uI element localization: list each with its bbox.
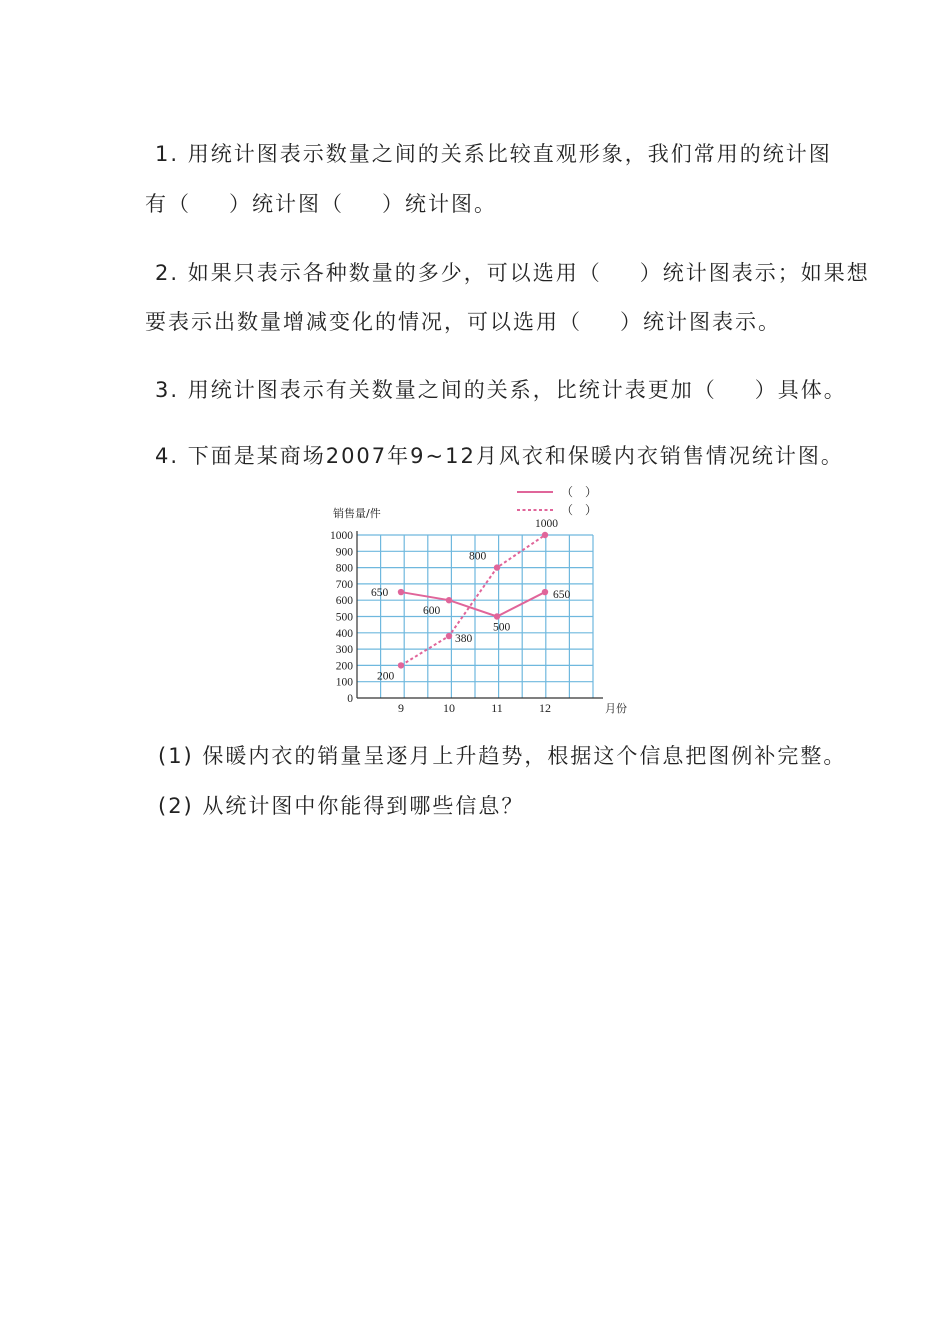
- legend-entry: （ ）: [561, 485, 598, 499]
- y-tick-label: 500: [335, 611, 353, 624]
- data-label: 650: [553, 589, 571, 602]
- data-label: 380: [455, 633, 473, 646]
- x-tick-label: 10: [443, 701, 455, 715]
- data-point: [542, 589, 548, 595]
- data-label: 1000: [535, 518, 558, 530]
- q1-line2: 有（ ）统计图（ ）统计图。: [145, 192, 497, 216]
- y-tick-label: 700: [335, 578, 353, 591]
- y-tick-label: 300: [335, 644, 353, 657]
- x-axis-label: 月份: [605, 702, 627, 715]
- q4-sub2: (2) 从统计图中你能得到哪些信息？: [158, 794, 525, 818]
- q2-line2: 要表示出数量增减变化的情况，可以选用（ ）统计图表示。: [145, 310, 781, 334]
- y-tick-label: 1000: [330, 530, 353, 542]
- y-tick-label: 400: [335, 627, 353, 640]
- data-point: [446, 597, 452, 603]
- x-tick-label: 9: [398, 701, 404, 715]
- legend-entry: （ ）: [561, 503, 598, 517]
- y-tick-label: 600: [335, 595, 353, 608]
- data-point: [542, 532, 548, 538]
- q4-line: 4. 下面是某商场2007年9~12月风衣和保暖内衣销售情况统计图。: [155, 444, 844, 468]
- data-label: 500: [493, 621, 511, 634]
- y-tick-label: 200: [335, 660, 353, 673]
- sales-line-chart: [325, 480, 655, 720]
- data-label: 600: [423, 605, 441, 618]
- y-tick-label: 800: [335, 562, 353, 575]
- y-tick-label: 0: [347, 693, 353, 705]
- y-tick-label: 100: [335, 676, 353, 689]
- q2-line1: 2. 如果只表示各种数量的多少，可以选用（ ）统计图表示；如果想: [155, 261, 870, 285]
- data-point: [398, 589, 404, 595]
- data-point: [398, 662, 404, 668]
- q1-line1: 1. 用统计图表示数量之间的关系比较直观形象，我们常用的统计图: [155, 142, 832, 166]
- y-axis-label: 销售量/件: [333, 507, 381, 520]
- x-tick-label: 12: [539, 701, 551, 715]
- data-label: 200: [377, 670, 395, 683]
- data-label: 800: [469, 550, 487, 563]
- data-point: [446, 633, 452, 639]
- q4-sub1: (1) 保暖内衣的销量呈逐月上升趋势，根据这个信息把图例补完整。: [158, 744, 847, 768]
- data-point: [494, 564, 500, 570]
- data-point: [494, 613, 500, 619]
- data-label: 650: [371, 587, 389, 600]
- x-tick-label: 11: [491, 701, 503, 715]
- q3-line: 3. 用统计图表示有关数量之间的关系，比统计表更加（ ）具体。: [155, 378, 847, 402]
- y-tick-label: 900: [335, 546, 353, 559]
